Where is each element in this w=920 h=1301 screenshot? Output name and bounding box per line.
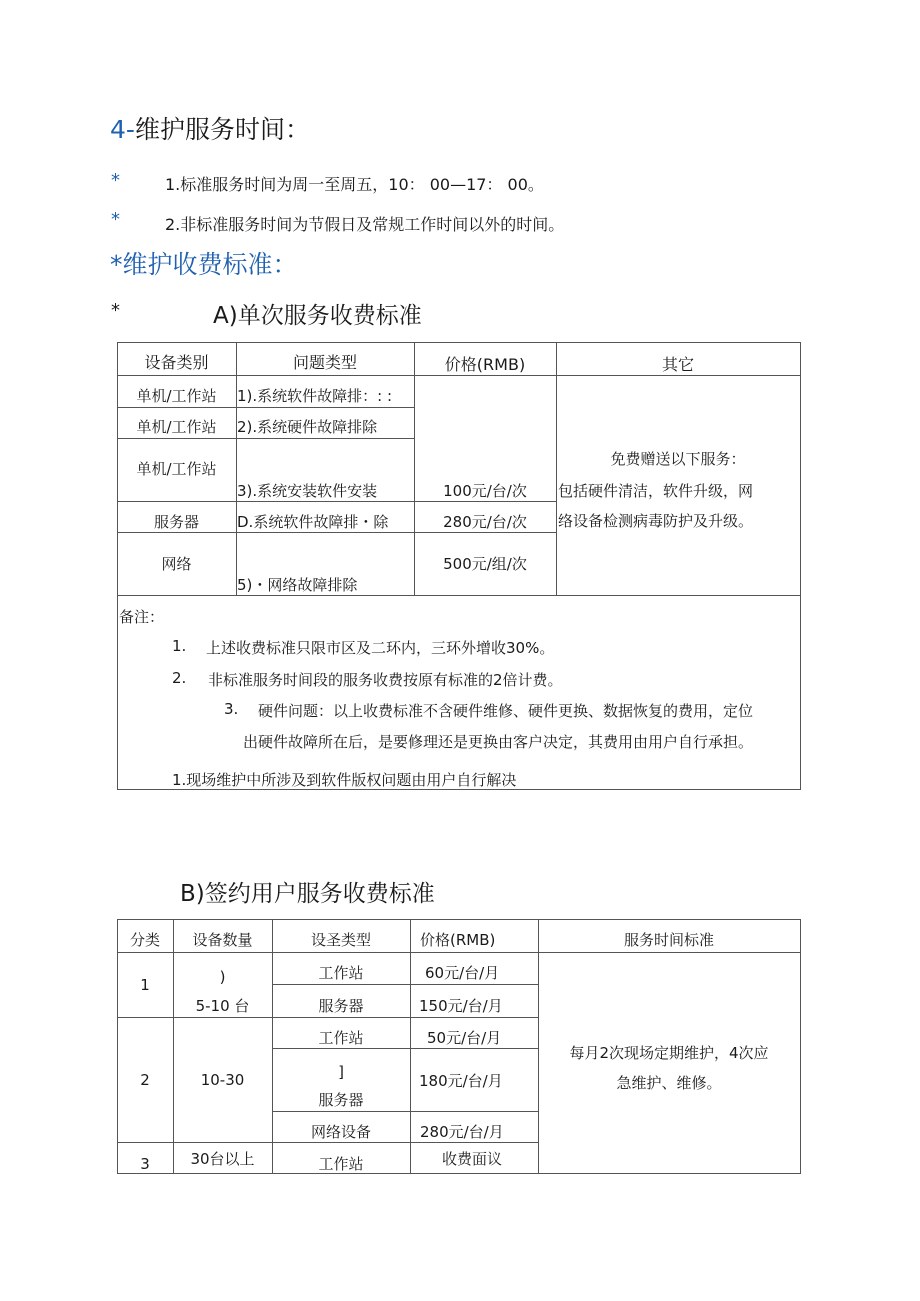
note-number: 2. <box>172 669 187 687</box>
bullet-standard-hours: 1.标准服务时间为周一至周五，10： 00—17： 00。 <box>165 175 544 194</box>
note-number: 3. <box>224 700 239 718</box>
header-price: 价格(RMB) <box>444 355 526 374</box>
bullet-nonstandard-hours: 2.非标准服务时间为节假日及常规工作时间以外的时间。 <box>165 215 565 234</box>
table-cell-issue: 2).系统硬件故障排除 <box>237 418 378 436</box>
table-cell-price: 150元/台/月 <box>419 997 503 1015</box>
table-cell-issue: 1).系统软件故障排：: : <box>237 387 393 405</box>
note-text: 出硬件故障所在后，是要修理还是更换由客户决定，其费用由用户自行承担。 <box>243 733 754 751</box>
note-text: 1.现场维护中所涉及到软件版权问题由用户自行解决 <box>172 771 517 789</box>
table-cell-price: 60元/台/月 <box>425 964 500 982</box>
table-cell-type: 服务器 <box>318 997 364 1015</box>
note-number: 1. <box>172 637 187 655</box>
table-cell-price: 280元/台/月 <box>420 1123 504 1141</box>
section-title <box>110 110 310 146</box>
header-service-time: 服务时间标准 <box>623 931 714 949</box>
table-cell-type: 服务器 <box>318 1091 364 1109</box>
table-cell-quantity: 30台以上 <box>190 1150 255 1168</box>
other-line-1: 免费赠送以下服务： <box>610 450 746 468</box>
table-cell-category: 2 <box>140 1071 150 1089</box>
table-cell-quantity: 10-30 <box>200 1071 245 1089</box>
header-issue-type: 问题类型 <box>292 353 357 372</box>
header-quantity: 设备数量 <box>192 931 253 949</box>
table-cell-issue: 3).系统安装软件安装 <box>237 482 378 500</box>
table-cell-device: 单机/工作站 <box>136 460 217 478</box>
other-line-2: 包括硬件清洁，软件升级，网 <box>558 482 754 500</box>
table-cell-quantity-mark: ) <box>219 968 226 986</box>
subtitle-single-service: A)单次服务收费标准 <box>213 303 422 329</box>
note-text: 硬件问题：以上收费标准不含硬件维修、硬件更换、数据恢复的费用，定位 <box>258 702 754 720</box>
table-cell-price: 100元/台/次 <box>443 482 527 500</box>
table-cell-device: 单机/工作站 <box>136 387 217 405</box>
table-cell-issue: D.系统软件故障排・除 <box>237 513 389 531</box>
table-cell-category: 1 <box>140 976 150 994</box>
note-text: 上述收费标准只限市区及二环内，三环外增收30%。 <box>206 639 555 657</box>
table-cell-device: 网络 <box>161 555 192 573</box>
table-cell-quantity: 5-10 台 <box>195 997 250 1015</box>
header-price: 价格(RMB) <box>420 931 496 949</box>
header-category: 分类 <box>129 931 160 949</box>
table-cell-price: 280元/台/次 <box>443 513 527 531</box>
service-time-line-1: 每月2次现场定期维护，4次应 <box>569 1044 769 1062</box>
table-cell-price: 50元/台/月 <box>427 1029 502 1047</box>
header-device-type: 设备类别 <box>144 353 209 372</box>
subtitle-contract-service: B)签约用户服务收费标准 <box>180 881 435 907</box>
header-device-type: 设圣类型 <box>310 931 371 949</box>
table-cell-type: 工作站 <box>318 1029 364 1047</box>
bullet-star: * <box>111 209 120 230</box>
table-cell-type-mark: ] <box>338 1063 344 1081</box>
section-number: 4- <box>110 115 135 144</box>
table-cell-type: 工作站 <box>318 1155 364 1173</box>
table-cell-type: 工作站 <box>318 964 364 982</box>
note-label: 备注： <box>119 608 165 626</box>
table-cell-price: 500元/组/次 <box>443 555 527 573</box>
fees-title: *维护收费标准： <box>110 250 298 279</box>
table-cell-issue: 5)・网络故障排除 <box>237 576 358 594</box>
section-title-text: 维护服务时间： <box>134 115 310 144</box>
table-cell-device: 单机/工作站 <box>136 418 217 436</box>
table-cell-device: 服务器 <box>153 513 199 531</box>
table-cell-price: 收费面议 <box>442 1150 503 1168</box>
table-cell-type: 网络设备 <box>310 1123 371 1141</box>
note-text: 非标准服务时间段的服务收费按原有标准的2倍计费。 <box>208 671 563 689</box>
other-line-3: 络设备检测病毒防护及升级。 <box>558 512 754 530</box>
table-cell-price: 180元/台/月 <box>419 1072 503 1090</box>
header-other: 其它 <box>661 355 694 374</box>
bullet-star: * <box>111 300 120 321</box>
service-time-line-2: 急维护、维修。 <box>616 1074 722 1092</box>
bullet-star: * <box>111 170 120 191</box>
table-cell-category: 3 <box>140 1155 150 1173</box>
